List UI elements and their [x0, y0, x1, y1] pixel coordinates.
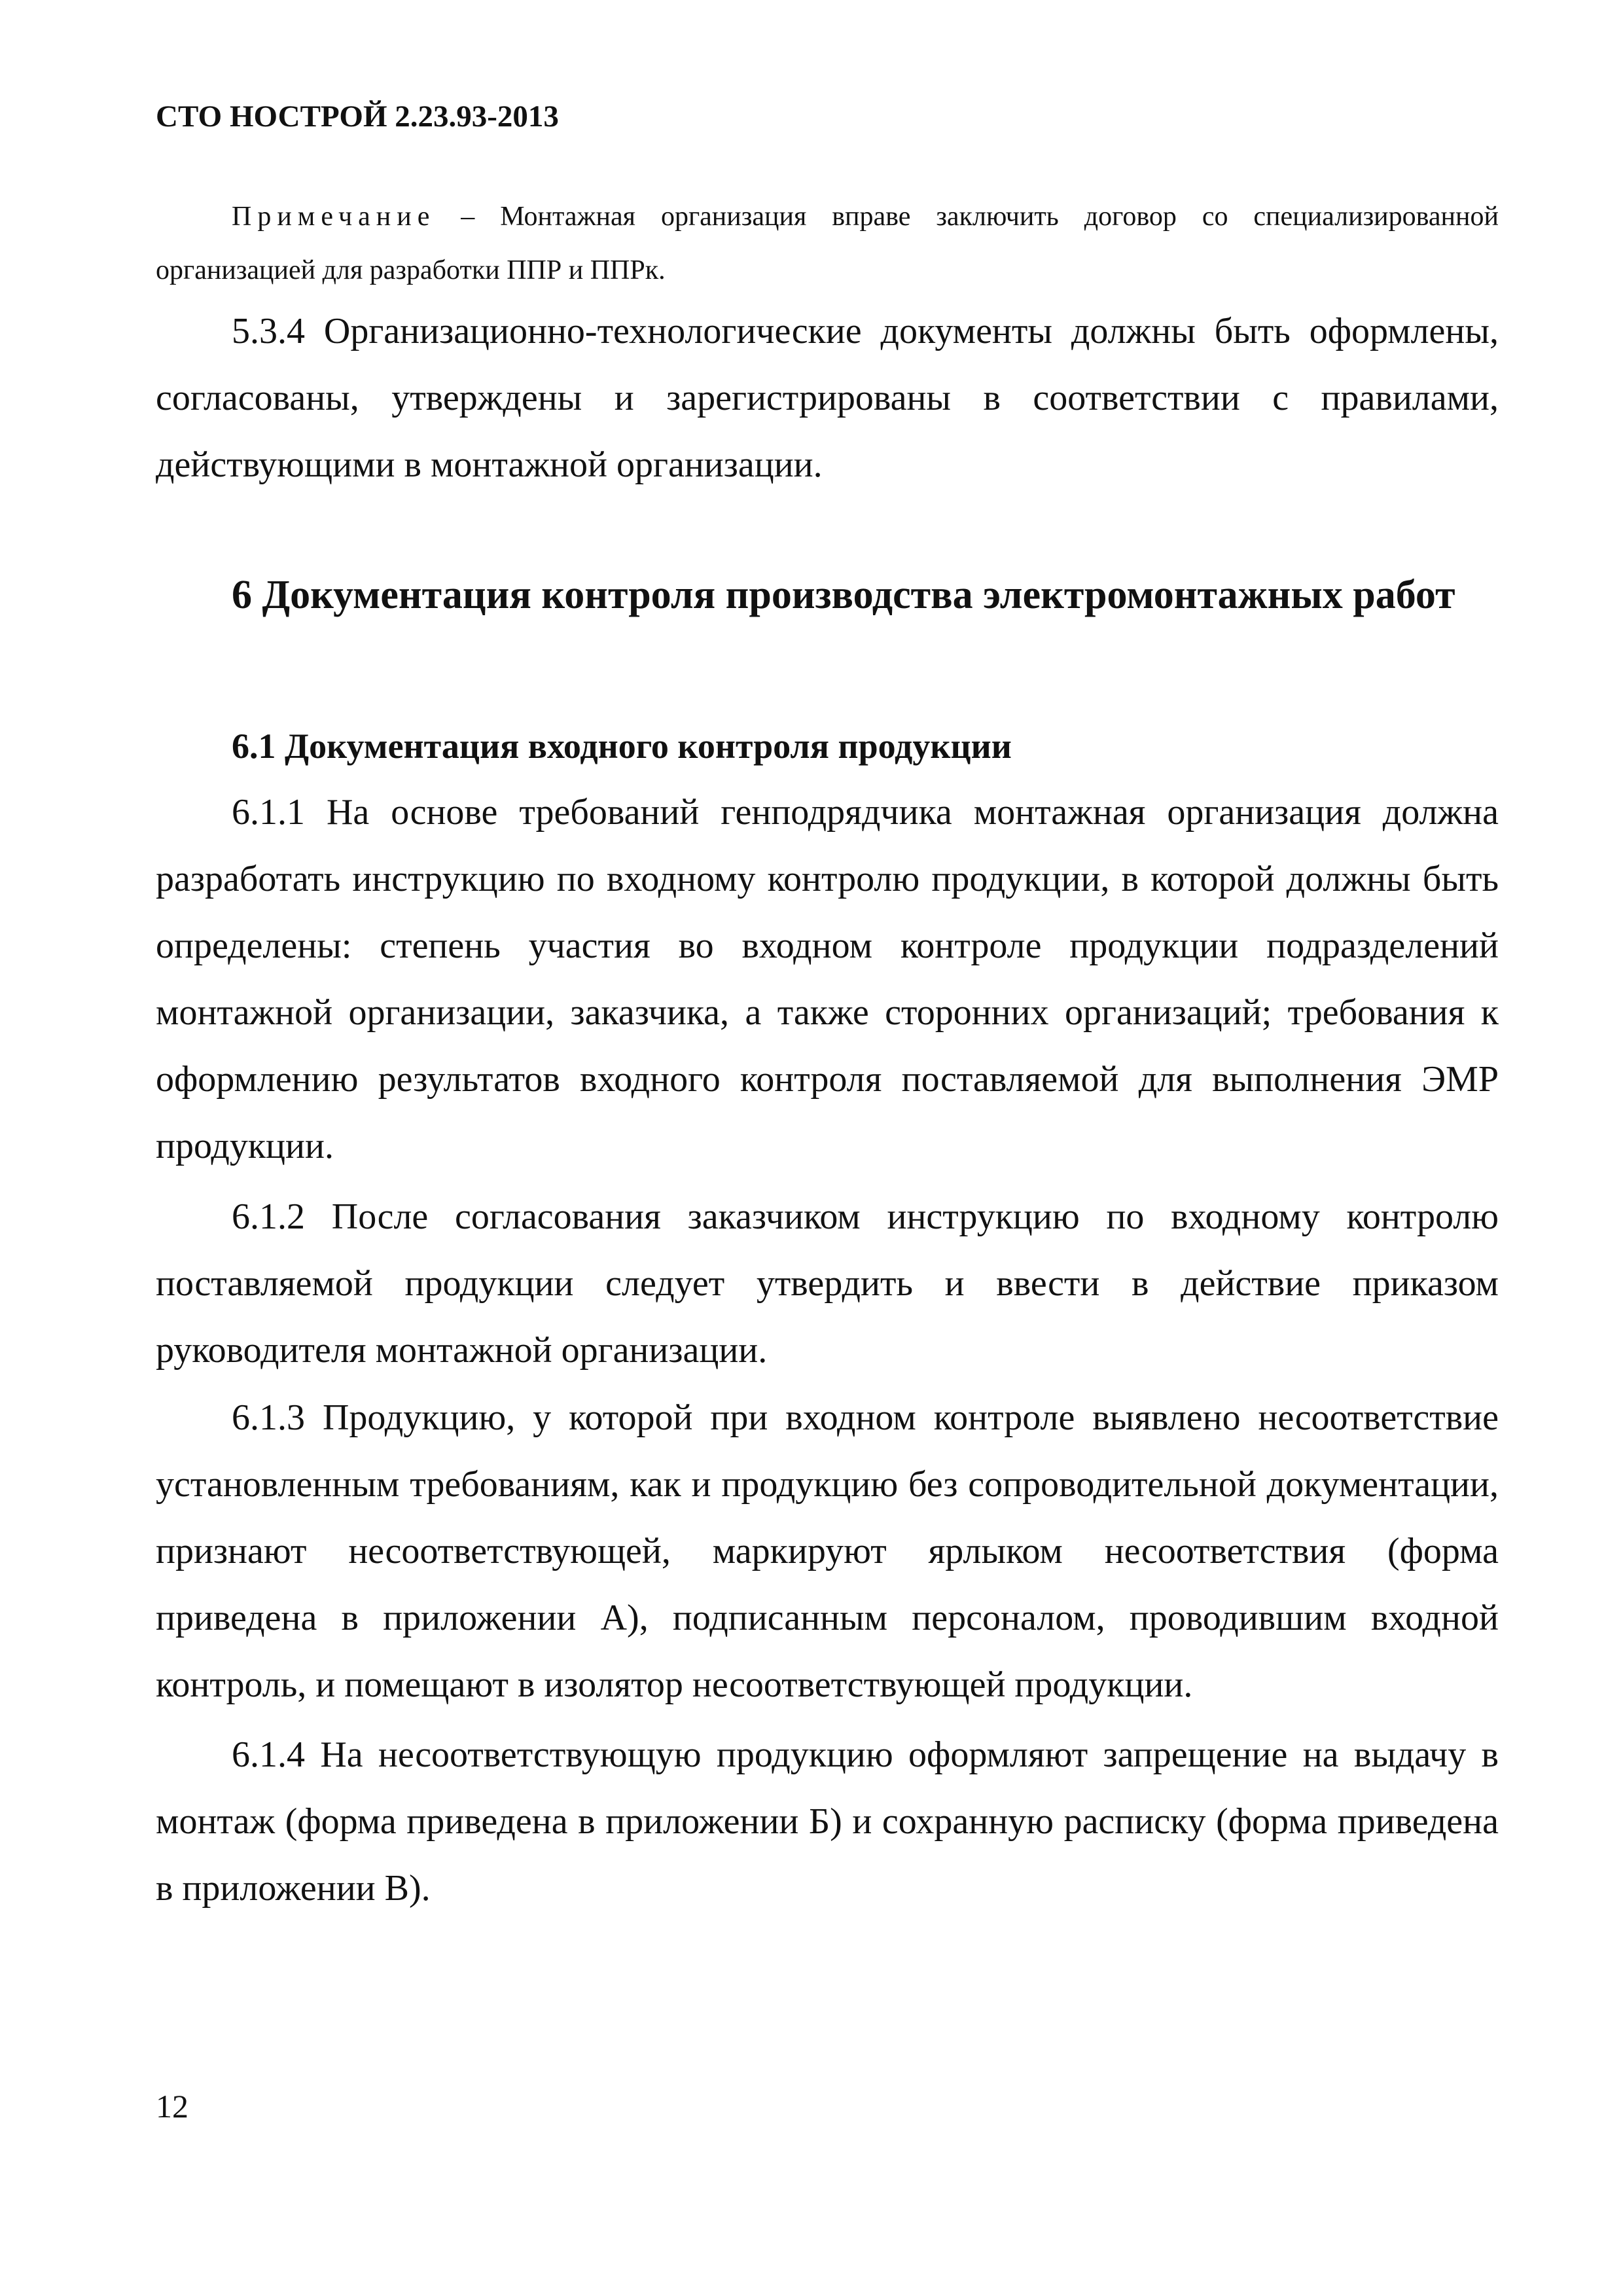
document-code-header: СТО НОСТРОЙ 2.23.93-2013	[156, 99, 559, 134]
paragraph-6-1-3: 6.1.3 Продукцию, у которой при входном контроле выявлено несоответствие установленным требованиям, как и продукцию без сопроводительной документации, признают несоответствующей, маркируют ярлыком несоответствия (форма приведена в приложении А), подписанным персоналом, проводившим входной контроль, и помещают в изолятор несоответствующей продукции.	[156, 1397, 1499, 1705]
paragraph-6-1-4: 6.1.4 На несоответствующую продукцию оформляют запрещение на выдачу в монтаж (форма приведена в приложении Б) и сохранную расписку (форма приведена в приложении В).	[156, 1734, 1499, 1909]
section-heading-6: 6 Документация контроля производства электромонтажных работ	[232, 573, 1455, 617]
paragraph-5-3-4: 5.3.4 Организационно-технологические документы должны быть оформлены, согласованы, утверждены и зарегистрированы в соответствии с правилами, действующими в монтажной организации.	[156, 311, 1499, 485]
paragraph-6-1-1: 6.1.1 На основе требований генподрядчика монтажная организация должна разработать инструкцию по входному контролю продукции, в которой должны быть определены: степень участия во входном контроле продукции подразделений монтажной организации, заказчика, а также сторонних организаций; требования к оформлению результатов входного контроля поставляемой для выполнения ЭМР продукции.	[156, 792, 1499, 1166]
note-text: Монтажная организация вправе заключить договор со специализированной организацией для разработки ППР и ППРк.	[156, 202, 1499, 285]
note-block	[156, 190, 1499, 297]
note-paragraph	[156, 190, 1499, 297]
subsection-heading-6-1: 6.1 Документация входного контроля продукции	[232, 726, 1012, 766]
note-label: Примечание	[232, 202, 436, 232]
paragraph-6-1-2: 6.1.2 После согласования заказчиком инструкцию по входному контролю поставляемой продукции следует утвердить и ввести в действие приказом руководителя монтажной организации.	[156, 1196, 1499, 1371]
note-dash: –	[435, 202, 501, 232]
page-number: 12	[156, 2088, 188, 2125]
